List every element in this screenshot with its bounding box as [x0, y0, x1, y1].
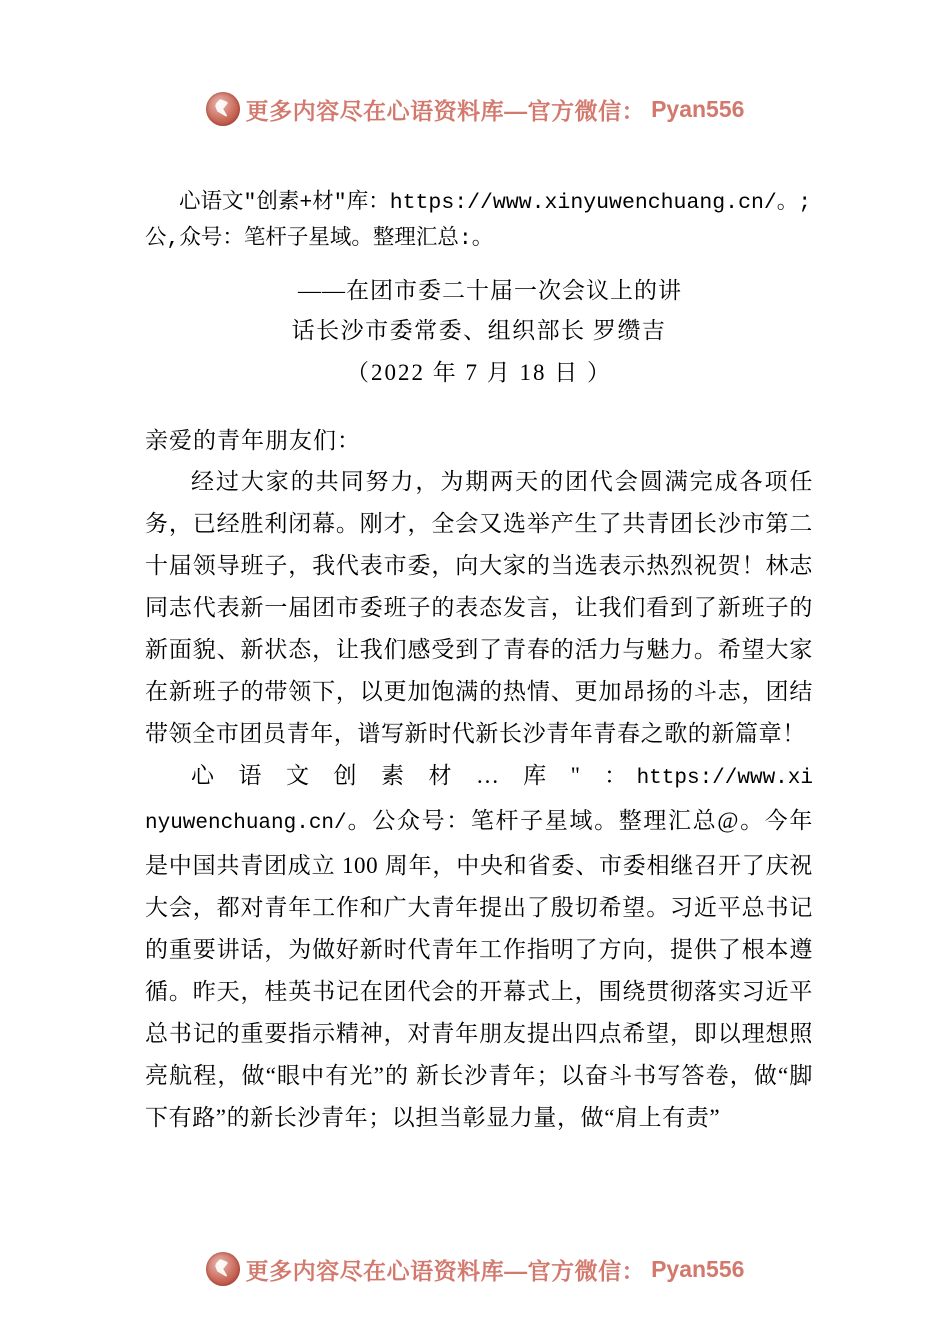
paragraph-2-rest: 今年是中国共青团成立 100 周年，中央和省委、市委相继召开了庆祝大会，都对青年工作和广大青年提出了殷切希望。习近平总书记的重要讲话，为做好新时代青年工作指明了方向，提供了根本遵循。昨天，桂英书记在团代会的开幕式上，围绕贯彻落实习近平总书记的重要指示精神，对青年朋友提出四点希望，即以理想照亮航程，做“眼中有光”的 新长沙青年；以奋斗书写答卷，做“脚下有路”的新长沙青年；以担当彰显力量，做“肩上有责” — [145, 808, 813, 1130]
paragraph-2-url: https://www.xinyuwenchuang.cn/ — [145, 767, 813, 835]
seal-logo-icon — [206, 1252, 240, 1286]
seal-logo-icon — [206, 92, 240, 126]
title-line-1: ——在团市委二十届一次会议上的讲 — [298, 278, 682, 303]
paragraph-2-mid: 。公众号：笔杆子星域。整理汇总@。 — [346, 808, 765, 833]
paragraph-2-lead: 心 语 文 创 素 材 … 库 " ： — [191, 763, 637, 788]
watermark-banner-bottom — [0, 1252, 950, 1286]
watermark-banner-top — [0, 92, 950, 126]
paragraph-2 — [145, 755, 813, 1139]
watermark-text-top: 更多内容尽在心语资料库—官方微信： — [245, 97, 646, 124]
title-line-2: 话长沙市委常委、组织部长 罗缵吉 — [291, 318, 667, 343]
watermark-wechat-id-bottom: Pyan556 — [651, 1255, 745, 1282]
salutation: 亲爱的青年朋友们： — [145, 428, 361, 453]
watermark-wechat-id-top: Pyan556 — [651, 95, 745, 122]
paragraph-1: 经过大家的共同努力，为期两天的团代会圆满完成各项任务，已经胜利闭幕。刚才，全会又选举产生了共青团长沙市第二十届领导班子，我代表市委，向大家的当选表示热烈祝贺！林志同志代表新一届团市委班子的表态发言，让我们看到了新班子的新面貌、新状态，让我们感受到了青春的活力与魅力。希望大家在新班子的带领下，以更加饱满的热情、更加昂扬的斗志，团结带领全市团员青年，谱写新时代新长沙青年青春之歌的新篇章！ — [145, 469, 813, 746]
watermark-text-bottom: 更多内容尽在心语资料库—官方微信： — [245, 1257, 646, 1284]
document-body — [145, 185, 813, 1139]
title-date: （2022 年 7 月 18 日 ） — [346, 360, 612, 385]
title-block — [145, 271, 813, 393]
source-note: 心语文"创素+材"库：https://www.xinyuwenchuang.cn/。;公,众号：笔杆子星域。整理汇总:。 — [145, 191, 812, 251]
